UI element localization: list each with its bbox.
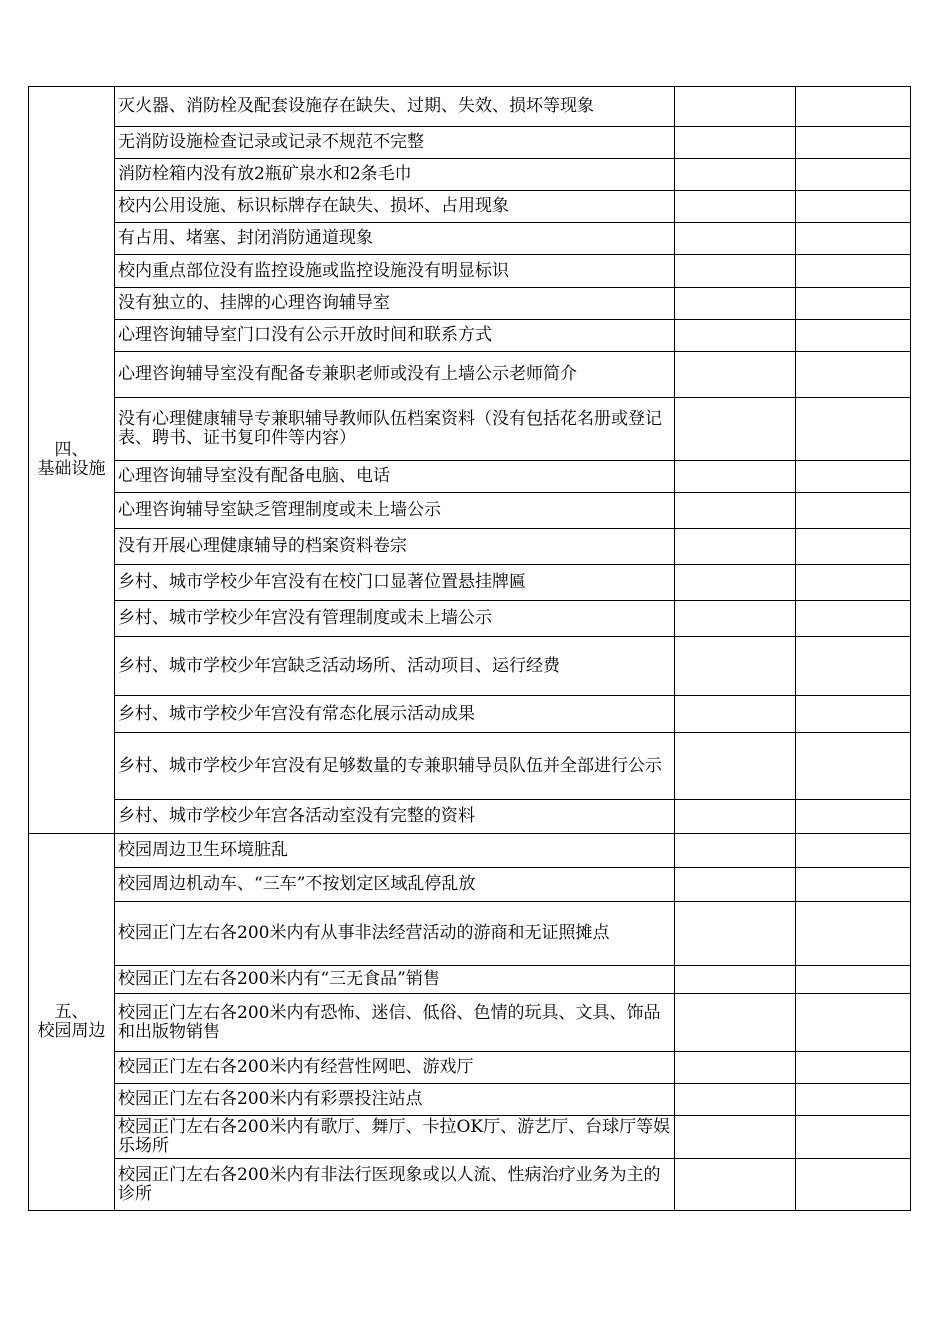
checklist-row xyxy=(29,868,911,902)
check-result-cell[interactable] xyxy=(675,398,796,461)
checklist-row xyxy=(29,320,911,352)
check-result-cell[interactable] xyxy=(675,255,796,288)
checklist-body xyxy=(29,87,911,1211)
check-item-text: 有占用、堵塞、封闭消防通道现象 xyxy=(115,223,675,255)
checklist-row xyxy=(29,87,911,127)
checklist-row xyxy=(29,601,911,637)
remarks-cell[interactable] xyxy=(796,127,911,159)
checklist-row xyxy=(29,191,911,223)
section-category-cell xyxy=(29,87,115,834)
remarks-cell[interactable] xyxy=(796,1052,911,1084)
remarks-cell[interactable] xyxy=(796,696,911,733)
remarks-cell[interactable] xyxy=(796,565,911,601)
section-name: 基础设施 xyxy=(37,459,106,479)
check-result-cell[interactable] xyxy=(675,601,796,637)
remarks-cell[interactable] xyxy=(796,800,911,834)
check-result-cell[interactable] xyxy=(675,127,796,159)
checklist-row xyxy=(29,1116,911,1159)
checklist-row xyxy=(29,696,911,733)
check-result-cell[interactable] xyxy=(675,834,796,868)
check-result-cell[interactable] xyxy=(675,1159,796,1211)
checklist-row xyxy=(29,834,911,868)
checklist-row xyxy=(29,529,911,565)
check-result-cell[interactable] xyxy=(675,159,796,191)
checklist-row xyxy=(29,159,911,191)
section-category-cell xyxy=(29,834,115,1211)
remarks-cell[interactable] xyxy=(796,223,911,255)
check-result-cell[interactable] xyxy=(675,966,796,994)
remarks-cell[interactable] xyxy=(796,255,911,288)
check-result-cell[interactable] xyxy=(675,994,796,1052)
remarks-cell[interactable] xyxy=(796,529,911,565)
check-item-text: 乡村、城市学校少年宫没有足够数量的专兼职辅导员队伍并全部进行公示 xyxy=(115,733,675,800)
checklist-row xyxy=(29,565,911,601)
inspection-checklist-table xyxy=(28,86,911,1211)
check-item-text: 心理咨询辅导室门口没有公示开放时间和联系方式 xyxy=(115,320,675,352)
check-item-text: 消防栓箱内没有放2瓶矿泉水和2条毛巾 xyxy=(115,159,675,191)
remarks-cell[interactable] xyxy=(796,966,911,994)
checklist-row xyxy=(29,223,911,255)
check-item-text: 校园正门左右各200米内有“三无食品”销售 xyxy=(115,966,675,994)
check-result-cell[interactable] xyxy=(675,800,796,834)
check-item-text: 乡村、城市学校少年宫没有常态化展示活动成果 xyxy=(115,696,675,733)
check-item-text: 心理咨询辅导室缺乏管理制度或未上墙公示 xyxy=(115,493,675,529)
checklist-row xyxy=(29,461,911,493)
check-item-text: 没有开展心理健康辅导的档案资料卷宗 xyxy=(115,529,675,565)
remarks-cell[interactable] xyxy=(796,352,911,398)
checklist-row xyxy=(29,352,911,398)
check-item-text: 校园正门左右各200米内有从事非法经营活动的游商和无证照摊点 xyxy=(115,902,675,966)
section-number: 四、 xyxy=(54,440,89,460)
remarks-cell[interactable] xyxy=(796,159,911,191)
check-result-cell[interactable] xyxy=(675,1116,796,1159)
remarks-cell[interactable] xyxy=(796,398,911,461)
remarks-cell[interactable] xyxy=(796,1116,911,1159)
check-item-text: 无消防设施检查记录或记录不规范不完整 xyxy=(115,127,675,159)
check-item-text: 校园正门左右各200米内有非法行医现象或以人流、性病治疗业务为主的诊所 xyxy=(115,1159,675,1211)
check-item-text: 校园正门左右各200米内有彩票投注站点 xyxy=(115,1084,675,1116)
checklist-row xyxy=(29,1159,911,1211)
remarks-cell[interactable] xyxy=(796,288,911,320)
check-result-cell[interactable] xyxy=(675,868,796,902)
check-result-cell[interactable] xyxy=(675,696,796,733)
section-number: 五、 xyxy=(54,1002,89,1022)
check-item-text: 没有独立的、挂牌的心理咨询辅导室 xyxy=(115,288,675,320)
check-result-cell[interactable] xyxy=(675,1084,796,1116)
checklist-row xyxy=(29,288,911,320)
checklist-row xyxy=(29,493,911,529)
remarks-cell[interactable] xyxy=(796,868,911,902)
remarks-cell[interactable] xyxy=(796,461,911,493)
check-item-text: 校内公用设施、标识标牌存在缺失、损坏、占用现象 xyxy=(115,191,675,223)
check-result-cell[interactable] xyxy=(675,288,796,320)
check-item-text: 校园正门左右各200米内有恐怖、迷信、低俗、色情的玩具、文具、饰品和出版物销售 xyxy=(115,994,675,1052)
remarks-cell[interactable] xyxy=(796,1084,911,1116)
check-result-cell[interactable] xyxy=(675,320,796,352)
check-result-cell[interactable] xyxy=(675,223,796,255)
checklist-row xyxy=(29,800,911,834)
remarks-cell[interactable] xyxy=(796,733,911,800)
check-result-cell[interactable] xyxy=(675,191,796,223)
remarks-cell[interactable] xyxy=(796,493,911,529)
remarks-cell[interactable] xyxy=(796,834,911,868)
check-item-text: 乡村、城市学校少年宫各活动室没有完整的资料 xyxy=(115,800,675,834)
check-item-text: 校园正门左右各200米内有经营性网吧、游戏厅 xyxy=(115,1052,675,1084)
check-result-cell[interactable] xyxy=(675,87,796,127)
check-result-cell[interactable] xyxy=(675,461,796,493)
check-item-text: 心理咨询辅导室没有配备电脑、电话 xyxy=(115,461,675,493)
check-result-cell[interactable] xyxy=(675,902,796,966)
check-item-text: 乡村、城市学校少年宫没有在校门口显著位置悬挂牌匾 xyxy=(115,565,675,601)
remarks-cell[interactable] xyxy=(796,637,911,696)
checklist-row xyxy=(29,637,911,696)
checklist-row xyxy=(29,994,911,1052)
check-item-text: 校园周边卫生环境脏乱 xyxy=(115,834,675,868)
check-item-text: 校园正门左右各200米内有歌厅、舞厅、卡拉OK厅、游艺厅、台球厅等娱乐场所 xyxy=(115,1116,675,1159)
checklist-row xyxy=(29,255,911,288)
checklist-row xyxy=(29,1084,911,1116)
checklist-row xyxy=(29,398,911,461)
check-result-cell[interactable] xyxy=(675,1052,796,1084)
remarks-cell[interactable] xyxy=(796,902,911,966)
check-item-text: 校内重点部位没有监控设施或监控设施没有明显标识 xyxy=(115,255,675,288)
check-result-cell[interactable] xyxy=(675,352,796,398)
check-item-text: 没有心理健康辅导专兼职辅导教师队伍档案资料（没有包括花名册或登记表、聘书、证书复印件等内容） xyxy=(115,398,675,461)
remarks-cell[interactable] xyxy=(796,1159,911,1211)
checklist-row xyxy=(29,966,911,994)
check-item-text: 校园周边机动车、“三车”不按划定区域乱停乱放 xyxy=(115,868,675,902)
remarks-cell[interactable] xyxy=(796,994,911,1052)
checklist-row xyxy=(29,733,911,800)
check-result-cell[interactable] xyxy=(675,529,796,565)
remarks-cell[interactable] xyxy=(796,320,911,352)
checklist-row xyxy=(29,902,911,966)
checklist-row xyxy=(29,127,911,159)
remarks-cell[interactable] xyxy=(796,87,911,127)
check-result-cell[interactable] xyxy=(675,493,796,529)
check-result-cell[interactable] xyxy=(675,637,796,696)
checklist-row xyxy=(29,1052,911,1084)
section-name: 校园周边 xyxy=(37,1021,106,1041)
check-item-text: 乡村、城市学校少年宫缺乏活动场所、活动项目、运行经费 xyxy=(115,637,675,696)
check-result-cell[interactable] xyxy=(675,565,796,601)
check-result-cell[interactable] xyxy=(675,733,796,800)
remarks-cell[interactable] xyxy=(796,191,911,223)
remarks-cell[interactable] xyxy=(796,601,911,637)
check-item-text: 乡村、城市学校少年宫没有管理制度或未上墙公示 xyxy=(115,601,675,637)
check-item-text: 心理咨询辅导室没有配备专兼职老师或没有上墙公示老师简介 xyxy=(115,352,675,398)
check-item-text: 灭火器、消防栓及配套设施存在缺失、过期、失效、损坏等现象 xyxy=(115,87,675,127)
